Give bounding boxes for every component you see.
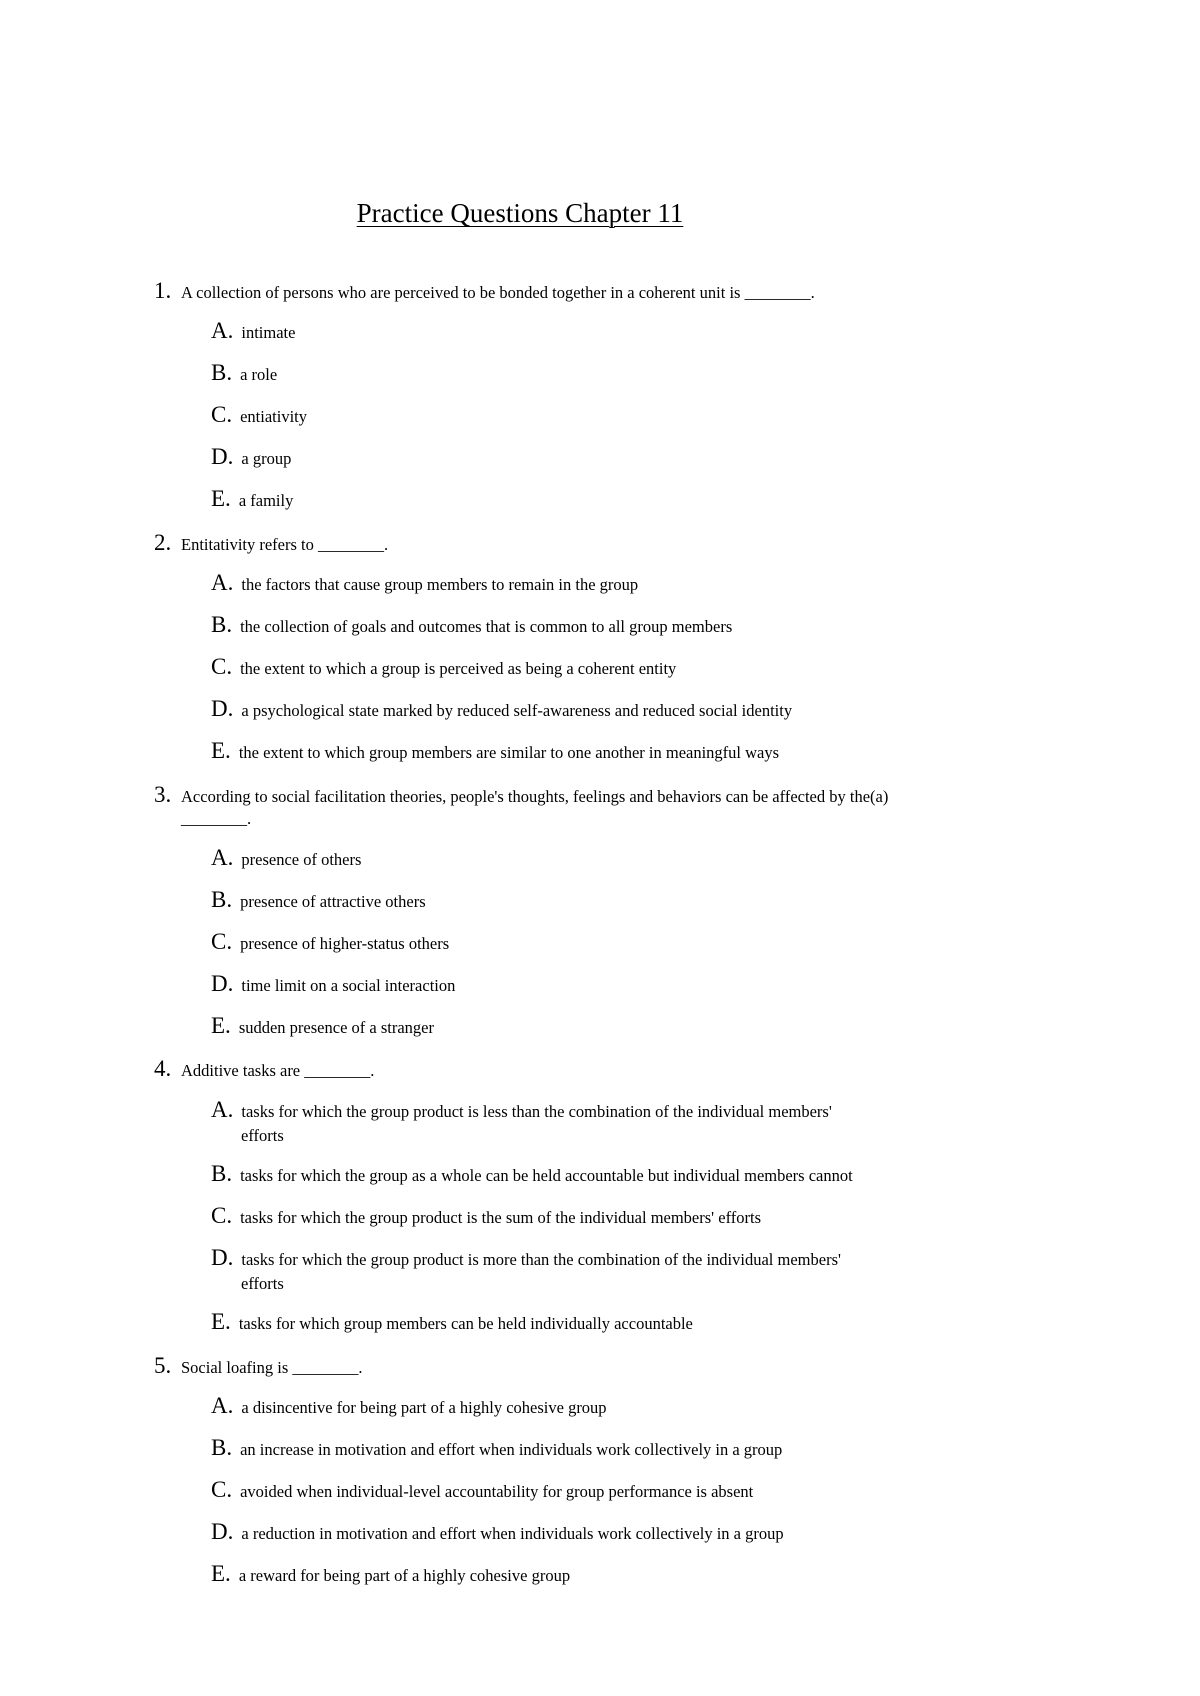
question-text: Entitativity refers to ________. — [181, 535, 389, 554]
option-text: a disincentive for being part of a highly cohesive group — [241, 1398, 607, 1417]
option-text: an increase in motivation and effort when individuals work collectively in a group — [240, 1440, 783, 1459]
option-text: the collection of goals and outcomes that is common to all group members — [240, 617, 733, 636]
question-number: 3. — [154, 782, 172, 807]
option-text: avoided when individual-level accountability for group performance is absent — [240, 1482, 754, 1501]
question-5 — [154, 1353, 914, 1379]
option-text: tasks for which the group product is the sum of the individual members' efforts — [240, 1208, 762, 1227]
option-letter: A. — [211, 845, 234, 870]
option-2b — [211, 612, 931, 638]
option-letter: A. — [211, 570, 234, 595]
option-letter: D. — [211, 696, 234, 721]
option-text: intimate — [241, 323, 296, 342]
option-letter: A. — [211, 1097, 234, 1122]
option-letter: E. — [211, 1561, 231, 1586]
question-number: 2. — [154, 530, 172, 555]
option-text: tasks for which group members can be held individually accountable — [238, 1314, 693, 1333]
option-text: a group — [241, 449, 292, 468]
option-4c — [211, 1203, 931, 1229]
option-text: a reduction in motivation and effort when individuals work collectively in a group — [241, 1524, 784, 1543]
option-letter: D. — [211, 971, 234, 996]
question-text: According to social facilitation theories, people's thoughts, feelings and behaviors can be affected by the(a) ________. — [181, 787, 889, 828]
option-2a — [211, 570, 931, 596]
option-5d — [211, 1519, 931, 1545]
option-letter: E. — [211, 486, 231, 511]
option-letter: D. — [211, 1519, 234, 1544]
option-5a — [211, 1393, 931, 1419]
question-1 — [154, 278, 914, 304]
option-5e — [211, 1561, 931, 1587]
option-3a — [211, 845, 931, 871]
option-text: tasks for which the group product is less than the combination of the individual members' — [241, 1102, 832, 1121]
option-1e — [211, 486, 931, 512]
option-letter: B. — [211, 360, 233, 385]
option-4e — [211, 1309, 931, 1335]
option-letter: C. — [211, 1203, 233, 1228]
option-1a — [211, 318, 931, 344]
option-4d-continuation: efforts — [241, 1274, 284, 1293]
option-text: the extent to which group members are similar to one another in meaningful ways — [238, 743, 780, 762]
option-3e — [211, 1013, 931, 1039]
option-2d — [211, 696, 931, 722]
option-1c — [211, 402, 931, 428]
option-letter: B. — [211, 1161, 233, 1186]
option-3c — [211, 929, 931, 955]
option-letter: C. — [211, 1477, 233, 1502]
option-letter: B. — [211, 612, 233, 637]
option-letter: C. — [211, 654, 233, 679]
option-letter: C. — [211, 402, 233, 427]
option-5b — [211, 1435, 931, 1461]
option-5c — [211, 1477, 931, 1503]
option-text: the factors that cause group members to remain in the group — [241, 575, 639, 594]
option-letter: D. — [211, 444, 234, 469]
option-3d — [211, 971, 931, 997]
question-number: 4. — [154, 1056, 172, 1081]
option-text: presence of higher-status others — [240, 934, 450, 953]
question-number: 1. — [154, 278, 172, 303]
option-letter: E. — [211, 1013, 231, 1038]
option-letter: A. — [211, 1393, 234, 1418]
question-3 — [154, 782, 914, 830]
option-1b — [211, 360, 931, 386]
option-letter: A. — [211, 318, 234, 343]
option-text: tasks for which the group as a whole can be held accountable but individual members cannot — [240, 1166, 853, 1185]
option-text: tasks for which the group product is more than the combination of the individual members' — [241, 1250, 841, 1269]
option-text: presence of others — [241, 850, 362, 869]
option-text: time limit on a social interaction — [241, 976, 456, 995]
option-letter: B. — [211, 1435, 233, 1460]
question-text: Social loafing is ________. — [181, 1358, 363, 1377]
option-letter: D. — [211, 1245, 234, 1270]
option-letter: E. — [211, 1309, 231, 1334]
option-3b — [211, 887, 931, 913]
option-text: presence of attractive others — [240, 892, 426, 911]
option-text: a family — [238, 491, 294, 510]
option-4b — [211, 1161, 931, 1187]
option-letter: C. — [211, 929, 233, 954]
option-4a-continuation: efforts — [241, 1126, 284, 1145]
option-1d — [211, 444, 931, 470]
option-text: entiativity — [240, 407, 307, 426]
option-text: a psychological state marked by reduced self-awareness and reduced social identity — [241, 701, 793, 720]
option-2e — [211, 738, 931, 764]
option-4a — [211, 1097, 931, 1123]
question-2 — [154, 530, 914, 556]
option-text: a role — [240, 365, 278, 384]
option-letter: E. — [211, 738, 231, 763]
option-text: sudden presence of a stranger — [238, 1018, 434, 1037]
page-title: Practice Questions Chapter 11 — [356, 198, 684, 228]
option-text: a reward for being part of a highly cohesive group — [238, 1566, 571, 1585]
option-2c — [211, 654, 931, 680]
question-4 — [154, 1056, 914, 1082]
question-number: 5. — [154, 1353, 172, 1378]
question-text: Additive tasks are ________. — [181, 1061, 375, 1080]
question-text: A collection of persons who are perceived to be bonded together in a coherent unit is ________. — [181, 283, 815, 302]
option-4d — [211, 1245, 931, 1271]
option-text: the extent to which a group is perceived as being a coherent entity — [240, 659, 677, 678]
option-letter: B. — [211, 887, 233, 912]
